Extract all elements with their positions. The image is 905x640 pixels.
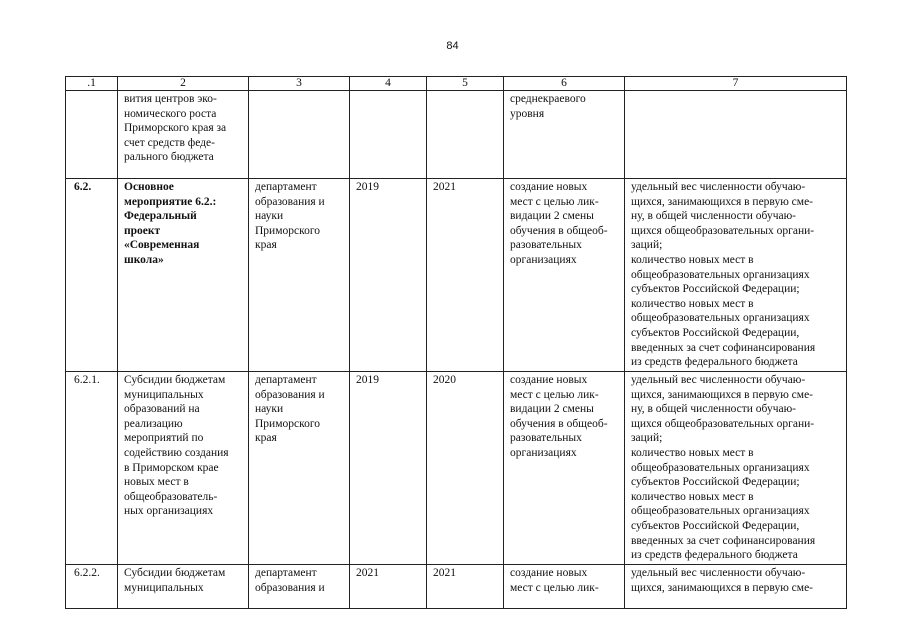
start-year: 2021 bbox=[350, 565, 427, 609]
page-number: 84 bbox=[446, 40, 459, 52]
table-row bbox=[66, 372, 847, 565]
executor bbox=[249, 91, 350, 179]
measure-name: Субсидии бюджетам муниципальных bbox=[118, 565, 249, 609]
expected-result: среднекраевого уровня bbox=[504, 91, 625, 179]
expected-result: создание новых мест с целью лик- bbox=[504, 565, 625, 609]
header-cell-7: 7 bbox=[625, 77, 847, 91]
start-year: 2019 bbox=[350, 179, 427, 372]
executor: департамент образования и bbox=[249, 565, 350, 609]
indicator: удельный вес численности обучаю- щихся, занимающихся в первую сме- bbox=[625, 565, 847, 609]
expected-result: создание новых мест с целью лик- видации 2 смены обучения в общеоб- разовательных организациях bbox=[504, 372, 625, 565]
end-year: 2020 bbox=[427, 372, 504, 565]
start-year bbox=[350, 91, 427, 179]
indicator: удельный вес численности обучаю- щихся, занимающихся в первую сме- ну, в общей численности обучаю- щихся общеобразовательных органи- заций; количество новых мест в общеобразовательных организациях субъектов Российской Федерации; количество новых мест в общеобразовательных организациях субъектов Российской Федерации, введенных за счет софинансирования из средств федерального бюджета bbox=[625, 372, 847, 565]
start-year: 2019 bbox=[350, 372, 427, 565]
expected-result: создание новых мест с целью лик- видации 2 смены обучения в общеоб- разовательных организациях bbox=[504, 179, 625, 372]
row-number: 6.2.2. bbox=[66, 565, 118, 609]
row-number: 6.2. bbox=[66, 179, 118, 372]
header-cell-4: 4 bbox=[350, 77, 427, 91]
header-cell-5: 5 bbox=[427, 77, 504, 91]
row-number: 6.2.1. bbox=[66, 372, 118, 565]
indicator bbox=[625, 91, 847, 179]
measure-name: Основное мероприятие 6.2.: Федеральный проект «Современная школа» bbox=[118, 179, 249, 372]
table-row bbox=[66, 179, 847, 372]
header-row bbox=[66, 77, 847, 91]
table-row bbox=[66, 91, 847, 179]
measure-name: Субсидии бюджетам муниципальных образований на реализацию мероприятий по содействию создания в Приморском крае новых мест в общеобразователь- ных организациях bbox=[118, 372, 249, 565]
executor: департамент образования и науки Приморского края bbox=[249, 372, 350, 565]
header-cell-3: 3 bbox=[249, 77, 350, 91]
executor: департамент образования и науки Приморского края bbox=[249, 179, 350, 372]
end-year: 2021 bbox=[427, 179, 504, 372]
measure-name: вития центров эко- номического роста Приморского края за счет средств феде- рального бюджета bbox=[118, 91, 249, 179]
row-number bbox=[66, 91, 118, 179]
end-year: 2021 bbox=[427, 565, 504, 609]
header-cell-1: .1 bbox=[66, 77, 118, 91]
header-cell-6: 6 bbox=[504, 77, 625, 91]
header-cell-2: 2 bbox=[118, 77, 249, 91]
measures-table bbox=[65, 76, 847, 609]
end-year bbox=[427, 91, 504, 179]
indicator: удельный вес численности обучаю- щихся, занимающихся в первую сме- ну, в общей численности обучаю- щихся общеобразовательных органи- заций; количество новых мест в общеобразовательных организациях субъектов Российской Федерации; количество новых мест в общеобразовательных организациях субъектов Российской Федерации, введенных за счет софинансирования из средств федерального бюджета bbox=[625, 179, 847, 372]
table-row bbox=[66, 565, 847, 609]
